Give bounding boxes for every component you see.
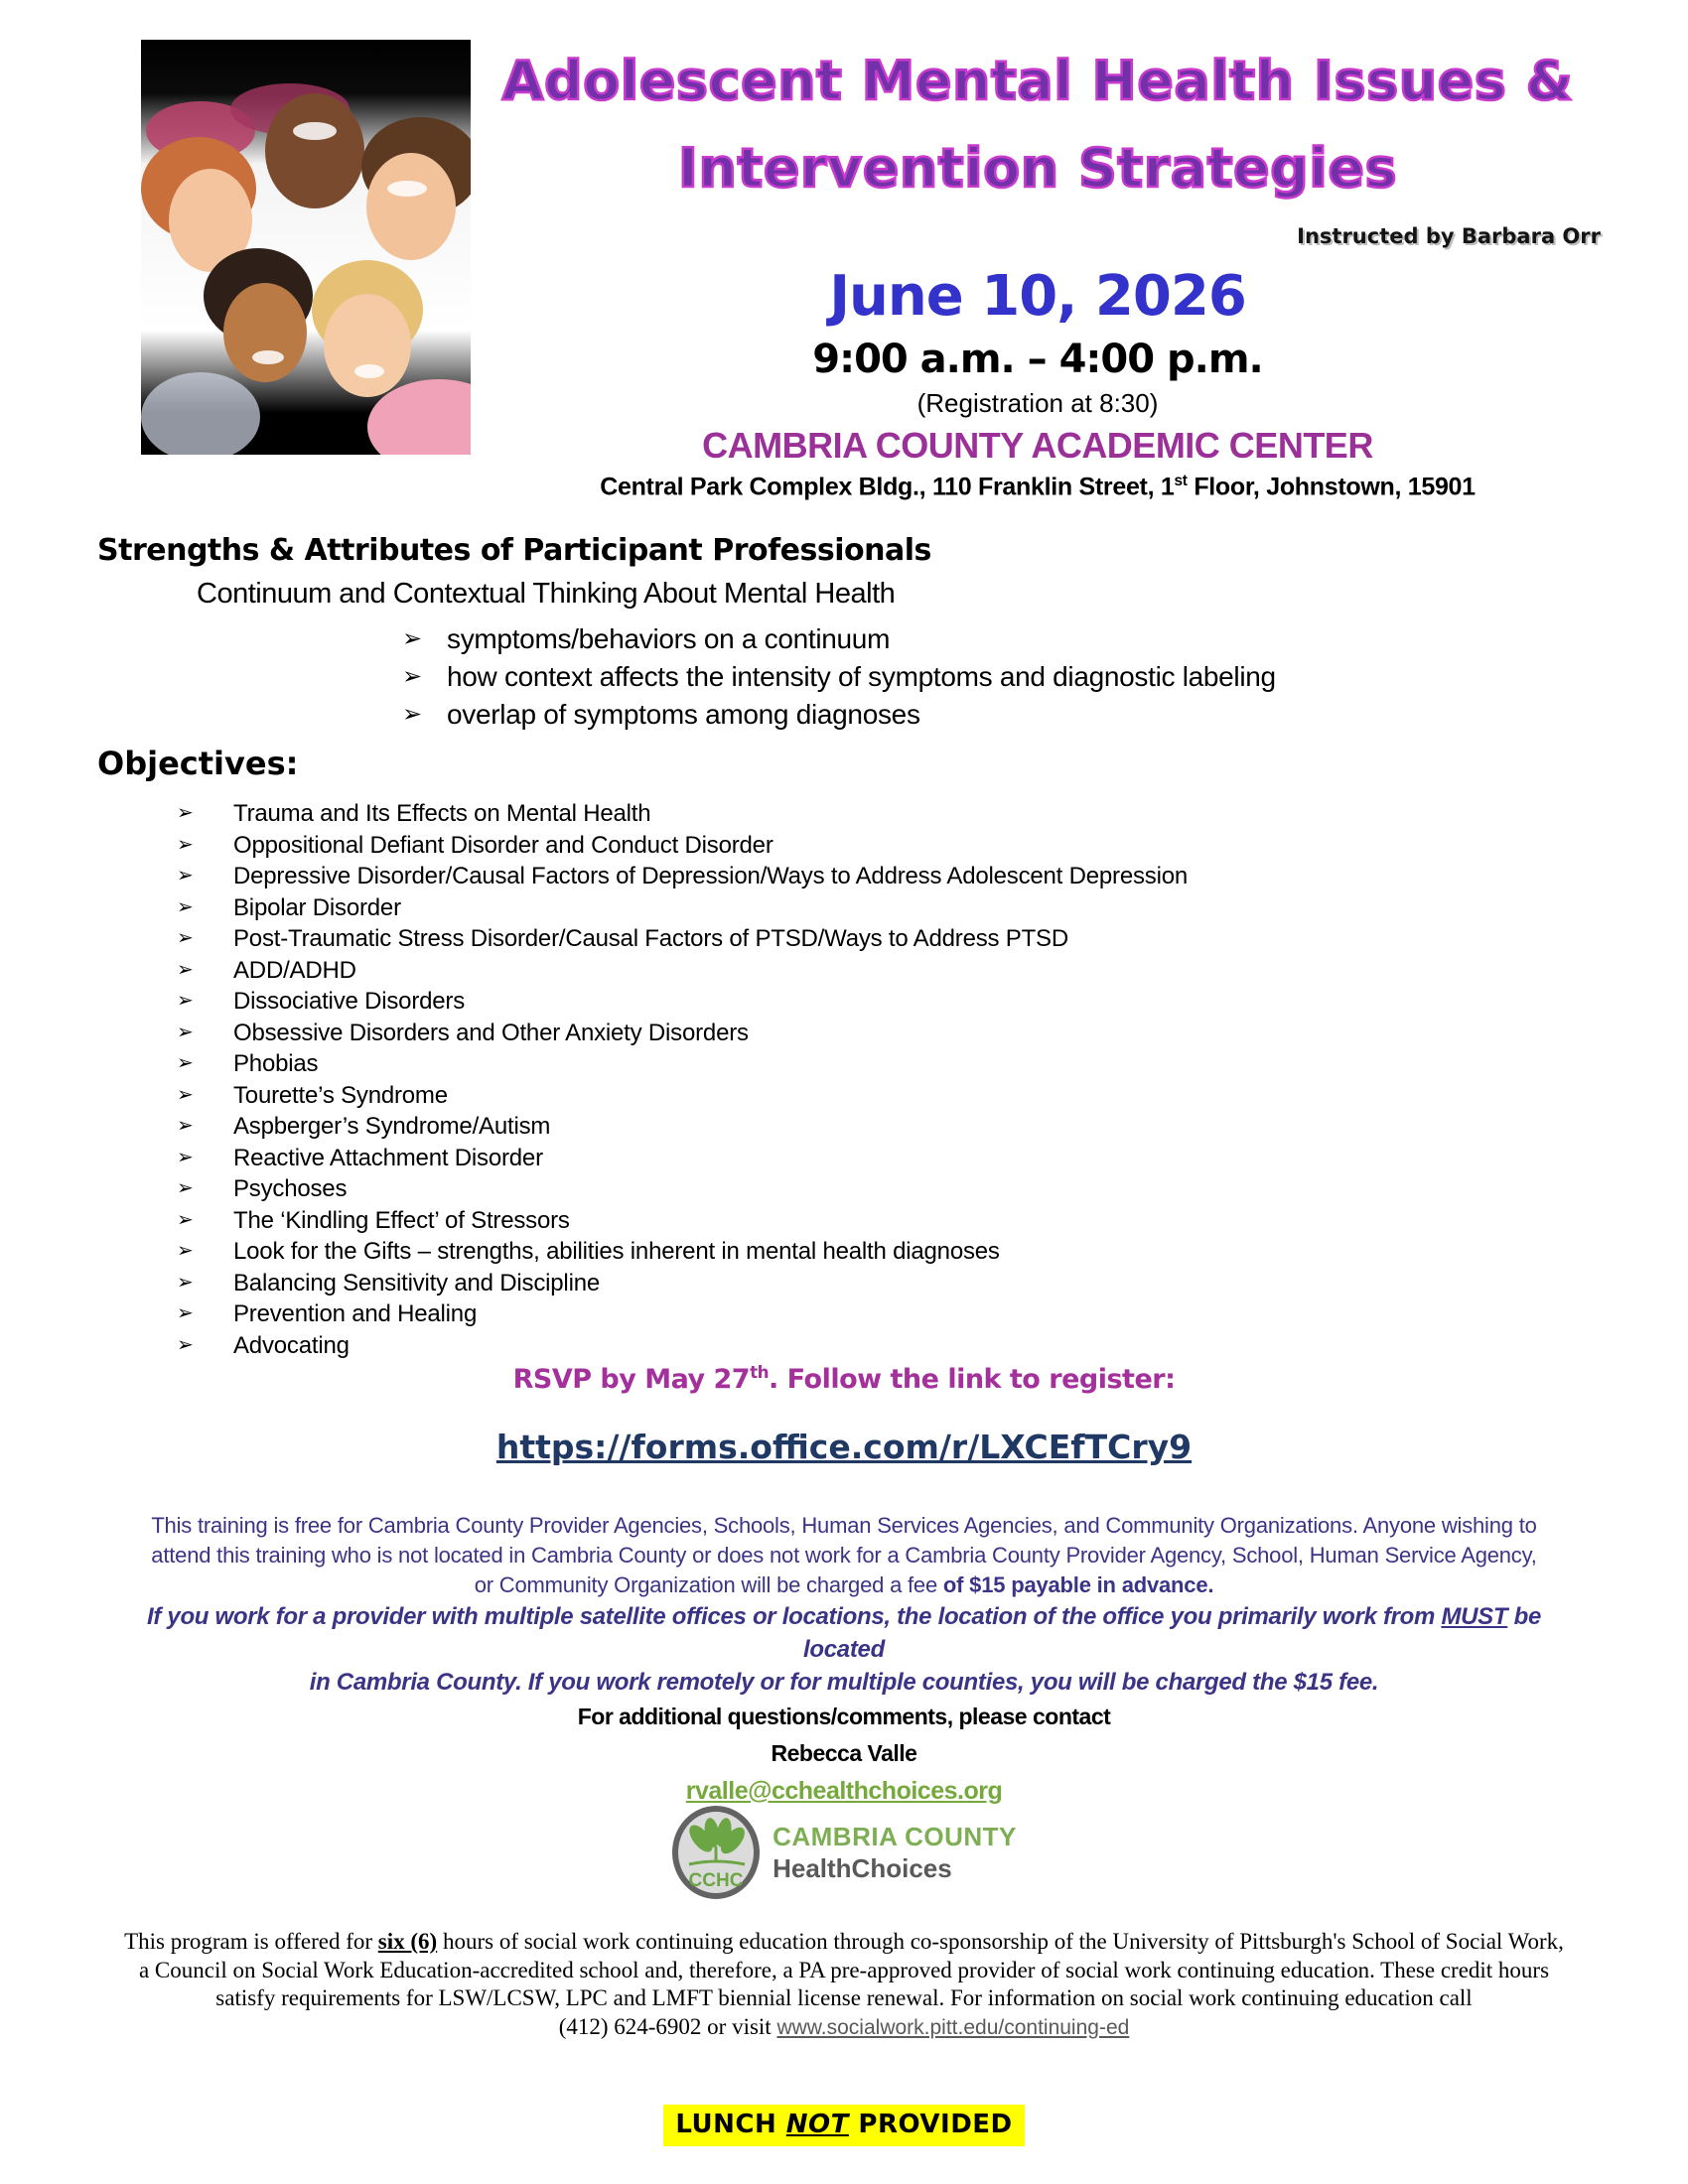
objective-item	[177, 955, 1607, 987]
arrow-bullet-icon: ➢	[177, 1083, 194, 1106]
arrow-bullet-icon: ➢	[177, 1146, 194, 1168]
footer-line2: a Council on Social Work Education-accredited school and, therefore, a PA pre-approved provider of social work continuing education. These credit hours	[138, 1957, 1550, 1982]
strengths-bullet-item	[402, 658, 1607, 696]
objective-item	[177, 1205, 1607, 1237]
strengths-bullet-list	[402, 620, 1607, 734]
objective-item	[177, 1111, 1607, 1143]
strengths-subheading: Continuum and Contextual Thinking About Mental Health	[197, 578, 896, 610]
footer-line4: (412) 624-6902 or visit	[558, 2013, 777, 2039]
footer-text: This program is offered for	[124, 1929, 378, 1954]
title-line-2: Intervention Strategies	[677, 137, 1398, 200]
strengths-bullet-text: symptoms/behaviors on a continuum	[447, 623, 891, 654]
objective-item	[177, 892, 1607, 924]
objectives-heading: Objectives:	[97, 745, 299, 782]
arrow-bullet-icon: ➢	[177, 1271, 194, 1294]
fee-line-2: attend this training who is not located in Cambria County or does not work for a Cambria County Provider Agency, School, Human Service Agency,	[151, 1543, 1537, 1568]
lunch-notice-row	[0, 2105, 1688, 2146]
children-photo-graphic	[141, 40, 471, 455]
objective-text: Dissociative Disorders	[233, 988, 465, 1015]
rsvp-text-cont: . Follow the link to register:	[769, 1364, 1176, 1395]
objective-text: Prevention and Healing	[233, 1300, 478, 1327]
footer-line3: satisfy requirements for LSW/LCSW, LPC and LMFT biennial license renewal. For information on social work continuing education call	[215, 1985, 1473, 2010]
arrow-bullet-icon: ➢	[402, 625, 422, 652]
objective-item	[177, 1143, 1607, 1174]
satellite-text-cont: be located	[803, 1603, 1542, 1663]
objective-text: Depressive Disorder/Causal Factors of Depression/Ways to Address Adolescent Depression	[233, 863, 1189, 889]
address-text: Central Park Complex Bldg., 110 Franklin Street, 1	[600, 473, 1175, 501]
objective-text: Reactive Attachment Disorder	[233, 1144, 543, 1171]
arrow-bullet-icon: ➢	[177, 1208, 194, 1231]
rsvp-line	[0, 1362, 1688, 1395]
strengths-bullet-item	[402, 696, 1607, 734]
objective-item	[177, 1018, 1607, 1049]
satellite-text: If you work for a provider with multiple satellite offices or locations, the location of the office you primarily work from	[146, 1603, 1442, 1630]
venue-name: CAMBRIA COUNTY ACADEMIC CENTER	[702, 425, 1373, 466]
objective-text: Post-Traumatic Stress Disorder/Causal Factors of PTSD/Ways to Address PTSD	[233, 925, 1068, 952]
objective-text: Tourette’s Syndrome	[233, 1081, 448, 1109]
objective-item	[177, 1080, 1607, 1112]
objective-text: Advocating	[233, 1331, 350, 1359]
arrow-bullet-icon: ➢	[177, 833, 194, 856]
arrow-bullet-icon: ➢	[402, 701, 422, 728]
footer-text-cont: hours of social work continuing education through co-sponsorship of the University of Pittsburgh's School of Social Work,	[437, 1929, 1564, 1954]
objective-item	[177, 861, 1607, 892]
objective-text: Psychoses	[233, 1175, 348, 1202]
objective-text: Balancing Sensitivity and Discipline	[233, 1269, 600, 1297]
objective-item	[177, 798, 1607, 830]
lunch-text-cont: PROVIDED	[848, 2110, 1013, 2139]
registration-link-line	[0, 1428, 1688, 1466]
lunch-not-emphasis: NOT	[785, 2110, 849, 2139]
objective-item	[177, 1236, 1607, 1268]
event-date: June 10, 2026	[829, 264, 1246, 329]
rsvp-text: RSVP by May 27	[512, 1364, 751, 1395]
arrow-bullet-icon: ➢	[177, 1021, 194, 1043]
satellite-text-line2: in Cambria County. If you work remotely or for multiple counties, you will be charged the $15 fee.	[309, 1669, 1379, 1696]
contact-email-line	[0, 1777, 1688, 1806]
lunch-text: LUNCH	[675, 2110, 786, 2139]
arrow-bullet-icon: ➢	[177, 895, 194, 918]
arrow-bullet-icon: ➢	[177, 1302, 194, 1324]
strengths-bullet-text: overlap of symptoms among diagnoses	[447, 699, 920, 730]
objective-item	[177, 1330, 1607, 1362]
registration-note: (Registration at 8:30)	[916, 388, 1159, 418]
contact-email-link[interactable]: rvalle@cchealthchoices.org	[685, 1777, 1003, 1805]
objective-text: Trauma and Its Effects on Mental Health	[233, 800, 651, 827]
objectives-section	[97, 745, 1607, 1361]
objective-item	[177, 1268, 1607, 1299]
objective-text: Phobias	[233, 1050, 319, 1077]
objective-text: Oppositional Defiant Disorder and Conduct Disorder	[233, 831, 774, 859]
logo-org-line1: CAMBRIA COUNTY	[773, 1821, 1017, 1851]
event-time: 9:00 a.m. – 4:00 p.m.	[812, 337, 1263, 382]
arrow-bullet-icon: ➢	[177, 1115, 194, 1137]
strengths-bullet-item	[402, 620, 1607, 658]
objective-item	[177, 1298, 1607, 1330]
strengths-bullet-text: how context affects the intensity of symptoms and diagnostic labeling	[447, 661, 1276, 692]
must-emphasis: MUST	[1441, 1603, 1508, 1630]
objective-item	[177, 1048, 1607, 1080]
objective-text: Bipolar Disorder	[233, 893, 401, 921]
cchc-logo	[0, 1805, 1688, 1900]
arrow-bullet-icon: ➢	[177, 927, 194, 949]
strengths-section	[97, 533, 1607, 734]
logo-org-line2: HealthChoices	[773, 1852, 952, 1883]
objective-item	[177, 830, 1607, 862]
fee-notice	[109, 1511, 1579, 1600]
instructor-credit: Instructed by Barbara Orr	[1297, 224, 1601, 248]
arrow-bullet-icon: ➢	[177, 865, 194, 887]
arrow-bullet-icon: ➢	[177, 802, 194, 824]
fee-line-3: or Community Organization will be charged a fee	[474, 1572, 943, 1597]
satellite-office-notice	[109, 1600, 1579, 1699]
venue-address	[467, 473, 1609, 501]
objective-item	[177, 986, 1607, 1018]
lunch-notice	[663, 2105, 1024, 2146]
arrow-bullet-icon: ➢	[177, 990, 194, 1012]
arrow-bullet-icon: ➢	[177, 958, 194, 981]
objective-text: The ‘Kindling Effect’ of Stressors	[233, 1206, 570, 1234]
objective-text: Aspberger’s Syndrome/Autism	[233, 1113, 551, 1140]
contact-intro: For additional questions/comments, please contact	[577, 1704, 1111, 1729]
children-photo	[141, 40, 471, 455]
objective-text: ADD/ADHD	[233, 956, 356, 984]
ce-credit-footer	[79, 1928, 1609, 2042]
fee-amount-bold: of $15 payable in advance.	[942, 1572, 1214, 1597]
objective-text: Look for the Gifts – strengths, abilities inherent in mental health diagnoses	[233, 1238, 1000, 1265]
cchc-logo-icon	[671, 1805, 761, 1900]
address-text-cont: Floor, Johnstown, 15901	[1187, 473, 1476, 501]
objectives-list	[177, 798, 1607, 1361]
arrow-bullet-icon: ➢	[402, 663, 422, 690]
logo-wordmark	[773, 1822, 1017, 1884]
cchc-acronym: CCHC	[688, 1870, 744, 1891]
address-ordinal: st	[1174, 473, 1188, 489]
contact-name: Rebecca Valle	[771, 1740, 917, 1766]
rsvp-ordinal: th	[750, 1362, 770, 1382]
flyer-title	[467, 38, 1609, 212]
arrow-bullet-icon: ➢	[177, 1333, 194, 1356]
fee-line-1: This training is free for Cambria County Provider Agencies, Schools, Human Services Agencies, and Community Organizations. Anyone wishing to	[151, 1513, 1537, 1538]
contact-block	[0, 1704, 1688, 1806]
arrow-bullet-icon: ➢	[177, 1177, 194, 1199]
objective-item	[177, 923, 1607, 955]
title-line-1: Adolescent Mental Health Issues &	[501, 50, 1574, 112]
header-block	[467, 38, 1609, 501]
pitt-continuing-ed-link[interactable]: www.socialwork.pitt.edu/continuing-ed	[776, 2015, 1130, 2039]
objective-item	[177, 1173, 1607, 1205]
registration-link[interactable]: https://forms.office.com/r/LXCEfTCry9	[495, 1428, 1193, 1466]
arrow-bullet-icon: ➢	[177, 1240, 194, 1262]
objective-text: Obsessive Disorders and Other Anxiety Disorders	[233, 1019, 749, 1046]
footer-hours-emphasis: six (6)	[377, 1929, 438, 1954]
strengths-heading: Strengths & Attributes of Participant Professionals	[97, 533, 931, 568]
arrow-bullet-icon: ➢	[177, 1052, 194, 1074]
